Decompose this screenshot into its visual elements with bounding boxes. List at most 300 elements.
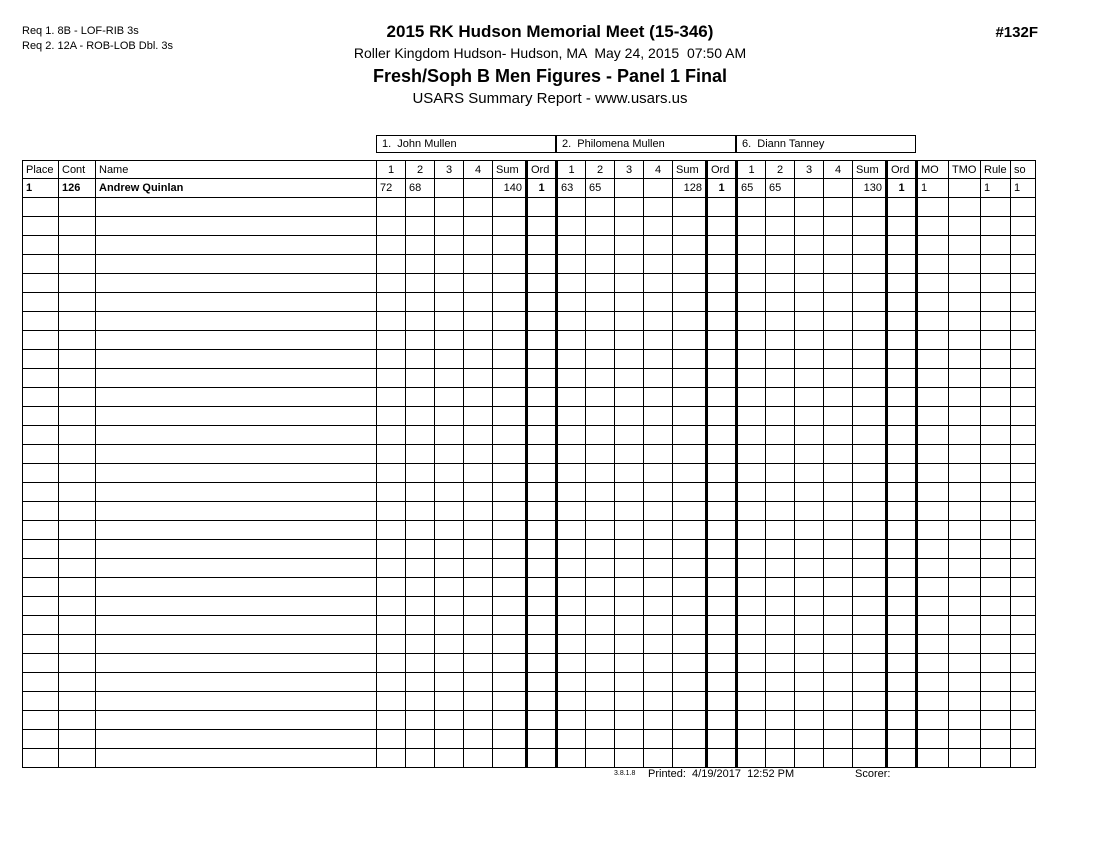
cell xyxy=(377,521,406,540)
empty-row xyxy=(23,483,1036,502)
cell xyxy=(766,483,795,502)
cell xyxy=(377,559,406,578)
cell xyxy=(824,540,853,559)
cell xyxy=(949,331,981,350)
cell xyxy=(981,236,1011,255)
cell xyxy=(824,407,853,426)
cell xyxy=(1011,540,1036,559)
column-header: so xyxy=(1011,161,1036,179)
cell xyxy=(673,388,707,407)
cell xyxy=(557,597,586,616)
column-header: Sum xyxy=(493,161,527,179)
cell xyxy=(673,464,707,483)
cell xyxy=(377,312,406,331)
cell xyxy=(853,597,887,616)
cell xyxy=(493,274,527,293)
column-header-row xyxy=(23,161,1036,179)
printed-timestamp: Printed: 4/19/2017 12:52 PM xyxy=(648,768,795,780)
cell xyxy=(853,578,887,597)
cell xyxy=(795,692,824,711)
cell: 128 xyxy=(673,179,707,198)
cell xyxy=(981,616,1011,635)
cell xyxy=(23,198,59,217)
cell xyxy=(377,445,406,464)
cell xyxy=(557,407,586,426)
cell xyxy=(406,464,435,483)
cell xyxy=(853,331,887,350)
cell xyxy=(59,331,96,350)
cell xyxy=(586,274,615,293)
cell xyxy=(673,274,707,293)
cell xyxy=(557,540,586,559)
cell xyxy=(673,331,707,350)
cell xyxy=(96,654,377,673)
cell xyxy=(615,559,644,578)
cell xyxy=(981,692,1011,711)
cell xyxy=(853,616,887,635)
cell xyxy=(917,350,949,369)
cell xyxy=(949,540,981,559)
cell xyxy=(435,749,464,768)
cell xyxy=(96,198,377,217)
cell xyxy=(527,217,557,236)
cell xyxy=(707,388,737,407)
cell xyxy=(707,331,737,350)
cell xyxy=(853,312,887,331)
cell xyxy=(917,730,949,749)
cell: 1 xyxy=(23,179,59,198)
cell xyxy=(795,616,824,635)
cell xyxy=(557,274,586,293)
cell xyxy=(766,521,795,540)
cell xyxy=(824,198,853,217)
cell xyxy=(853,293,887,312)
cell xyxy=(853,730,887,749)
cell xyxy=(917,312,949,331)
cell xyxy=(1011,407,1036,426)
cell xyxy=(527,331,557,350)
cell xyxy=(96,578,377,597)
cell xyxy=(435,293,464,312)
cell xyxy=(949,274,981,293)
cell xyxy=(464,236,493,255)
cell xyxy=(406,388,435,407)
cell xyxy=(377,464,406,483)
cell xyxy=(673,673,707,692)
cell xyxy=(673,198,707,217)
cell xyxy=(1011,331,1036,350)
cell xyxy=(435,692,464,711)
cell: 1 xyxy=(707,179,737,198)
cell xyxy=(887,616,917,635)
cell xyxy=(766,426,795,445)
empty-row xyxy=(23,654,1036,673)
cell xyxy=(96,426,377,445)
cell xyxy=(615,578,644,597)
judge-2-name: 2. Philomena Mullen xyxy=(556,135,736,153)
empty-row xyxy=(23,236,1036,255)
cell xyxy=(795,483,824,502)
cell xyxy=(23,578,59,597)
cell xyxy=(23,236,59,255)
cell xyxy=(464,749,493,768)
cell xyxy=(527,350,557,369)
cell xyxy=(887,502,917,521)
cell xyxy=(853,673,887,692)
cell xyxy=(644,274,673,293)
cell xyxy=(644,521,673,540)
cell xyxy=(981,293,1011,312)
cell xyxy=(917,749,949,768)
cell xyxy=(96,711,377,730)
cell xyxy=(707,236,737,255)
cell xyxy=(917,407,949,426)
cell xyxy=(949,407,981,426)
scorer-label: Scorer: xyxy=(855,768,891,780)
cell xyxy=(23,350,59,369)
cell xyxy=(795,502,824,521)
cell xyxy=(406,331,435,350)
cell xyxy=(615,502,644,521)
cell: 65 xyxy=(586,179,615,198)
empty-row xyxy=(23,673,1036,692)
cell xyxy=(673,217,707,236)
cell xyxy=(737,692,766,711)
cell xyxy=(917,369,949,388)
cell xyxy=(493,597,527,616)
cell xyxy=(766,350,795,369)
cell xyxy=(557,616,586,635)
cell xyxy=(887,749,917,768)
cell xyxy=(887,559,917,578)
cell xyxy=(406,426,435,445)
cell xyxy=(557,692,586,711)
cell xyxy=(853,255,887,274)
cell xyxy=(917,597,949,616)
cell xyxy=(673,293,707,312)
cell xyxy=(527,464,557,483)
cell xyxy=(59,654,96,673)
cell xyxy=(493,369,527,388)
cell xyxy=(493,749,527,768)
cell xyxy=(586,445,615,464)
cell xyxy=(795,635,824,654)
cell xyxy=(464,350,493,369)
cell xyxy=(795,179,824,198)
cell xyxy=(557,730,586,749)
cell xyxy=(527,445,557,464)
cell xyxy=(615,198,644,217)
cell xyxy=(766,559,795,578)
cell xyxy=(824,369,853,388)
cell xyxy=(949,426,981,445)
cell xyxy=(707,597,737,616)
cell xyxy=(644,369,673,388)
cell xyxy=(377,198,406,217)
cell xyxy=(887,464,917,483)
cell xyxy=(377,483,406,502)
cell: Andrew Quinlan xyxy=(96,179,377,198)
column-header: 3 xyxy=(615,161,644,179)
cell xyxy=(949,198,981,217)
cell xyxy=(59,388,96,407)
cell xyxy=(96,559,377,578)
cell xyxy=(737,673,766,692)
cell xyxy=(464,711,493,730)
cell xyxy=(824,635,853,654)
cell xyxy=(557,711,586,730)
cell xyxy=(673,730,707,749)
cell xyxy=(615,255,644,274)
cell xyxy=(527,730,557,749)
cell xyxy=(406,540,435,559)
cell xyxy=(824,293,853,312)
cell xyxy=(527,673,557,692)
empty-row xyxy=(23,540,1036,559)
cell xyxy=(406,730,435,749)
cell xyxy=(615,673,644,692)
column-header: MO xyxy=(917,161,949,179)
cell xyxy=(917,616,949,635)
cell xyxy=(377,597,406,616)
cell xyxy=(981,312,1011,331)
cell xyxy=(435,502,464,521)
cell xyxy=(406,635,435,654)
cell xyxy=(917,217,949,236)
cell xyxy=(917,255,949,274)
cell xyxy=(59,350,96,369)
cell xyxy=(493,426,527,445)
cell xyxy=(644,559,673,578)
cell xyxy=(493,521,527,540)
cell xyxy=(464,692,493,711)
cell xyxy=(527,692,557,711)
cell xyxy=(377,692,406,711)
cell xyxy=(464,407,493,426)
cell xyxy=(887,445,917,464)
empty-row xyxy=(23,597,1036,616)
cell xyxy=(435,464,464,483)
column-header: 1 xyxy=(557,161,586,179)
cell xyxy=(673,407,707,426)
cell xyxy=(464,635,493,654)
cell xyxy=(406,692,435,711)
cell xyxy=(464,616,493,635)
cell xyxy=(464,502,493,521)
cell xyxy=(1011,521,1036,540)
cell xyxy=(824,616,853,635)
cell xyxy=(673,350,707,369)
cell xyxy=(795,521,824,540)
cell xyxy=(737,616,766,635)
cell xyxy=(493,217,527,236)
cell xyxy=(435,426,464,445)
cell xyxy=(707,198,737,217)
cell xyxy=(557,350,586,369)
cell: 130 xyxy=(853,179,887,198)
cell xyxy=(887,312,917,331)
empty-row xyxy=(23,255,1036,274)
cell xyxy=(586,635,615,654)
cell xyxy=(887,388,917,407)
cell xyxy=(586,350,615,369)
cell xyxy=(59,730,96,749)
cell xyxy=(615,692,644,711)
cell xyxy=(435,274,464,293)
cell xyxy=(949,559,981,578)
cell xyxy=(917,578,949,597)
cell xyxy=(981,426,1011,445)
cell xyxy=(887,198,917,217)
cell xyxy=(737,749,766,768)
cell xyxy=(887,578,917,597)
req-line-2: Req 2. 12A - ROB-LOB Dbl. 3s xyxy=(22,40,174,52)
cell xyxy=(644,730,673,749)
cell xyxy=(644,464,673,483)
cell xyxy=(1011,217,1036,236)
column-header: 3 xyxy=(435,161,464,179)
cell xyxy=(527,483,557,502)
cell xyxy=(96,293,377,312)
cell xyxy=(615,464,644,483)
cell xyxy=(493,483,527,502)
cell xyxy=(23,483,59,502)
cell xyxy=(949,635,981,654)
empty-row xyxy=(23,749,1036,768)
cell xyxy=(406,521,435,540)
cell xyxy=(406,578,435,597)
cell xyxy=(493,635,527,654)
cell xyxy=(707,312,737,331)
cell xyxy=(96,407,377,426)
cell xyxy=(949,730,981,749)
cell xyxy=(464,388,493,407)
cell xyxy=(737,217,766,236)
cell xyxy=(981,369,1011,388)
cell: 126 xyxy=(59,179,96,198)
cell xyxy=(464,426,493,445)
cell xyxy=(853,445,887,464)
cell xyxy=(59,673,96,692)
empty-row xyxy=(23,692,1036,711)
cell xyxy=(795,217,824,236)
cell xyxy=(435,540,464,559)
cell xyxy=(435,350,464,369)
cell xyxy=(59,578,96,597)
cell xyxy=(1011,692,1036,711)
cell xyxy=(981,445,1011,464)
cell xyxy=(853,521,887,540)
cell xyxy=(59,407,96,426)
cell xyxy=(435,711,464,730)
column-header: Sum xyxy=(673,161,707,179)
cell xyxy=(493,673,527,692)
cell xyxy=(615,597,644,616)
cell xyxy=(557,369,586,388)
cell xyxy=(377,331,406,350)
cell xyxy=(673,426,707,445)
cell xyxy=(949,312,981,331)
cell xyxy=(586,673,615,692)
cell xyxy=(766,749,795,768)
cell xyxy=(644,654,673,673)
cell xyxy=(59,483,96,502)
cell xyxy=(981,407,1011,426)
cell xyxy=(981,483,1011,502)
cell xyxy=(737,274,766,293)
cell xyxy=(795,464,824,483)
cell xyxy=(981,578,1011,597)
cell xyxy=(766,274,795,293)
cell xyxy=(1011,350,1036,369)
cell xyxy=(673,369,707,388)
cell xyxy=(824,312,853,331)
cell xyxy=(795,654,824,673)
cell xyxy=(527,293,557,312)
cell xyxy=(949,654,981,673)
cell xyxy=(1011,654,1036,673)
cell xyxy=(23,540,59,559)
cell xyxy=(1011,255,1036,274)
cell xyxy=(917,198,949,217)
empty-row xyxy=(23,312,1036,331)
empty-row xyxy=(23,445,1036,464)
cell xyxy=(59,692,96,711)
cell xyxy=(435,312,464,331)
cell xyxy=(707,654,737,673)
column-header: 3 xyxy=(795,161,824,179)
cell xyxy=(981,274,1011,293)
cell xyxy=(707,369,737,388)
empty-row xyxy=(23,198,1036,217)
cell xyxy=(981,255,1011,274)
cell xyxy=(23,730,59,749)
cell xyxy=(824,236,853,255)
cell xyxy=(23,274,59,293)
cell xyxy=(824,331,853,350)
cell xyxy=(493,331,527,350)
cell xyxy=(644,540,673,559)
cell xyxy=(737,236,766,255)
cell xyxy=(464,654,493,673)
cell xyxy=(493,445,527,464)
cell xyxy=(644,597,673,616)
cell xyxy=(853,692,887,711)
cell xyxy=(949,749,981,768)
cell xyxy=(737,426,766,445)
cell xyxy=(707,711,737,730)
cell xyxy=(435,255,464,274)
cell xyxy=(23,369,59,388)
cell xyxy=(737,445,766,464)
cell xyxy=(586,597,615,616)
column-header: 4 xyxy=(824,161,853,179)
cell xyxy=(493,255,527,274)
cell xyxy=(464,274,493,293)
cell xyxy=(59,559,96,578)
cell xyxy=(981,540,1011,559)
cell xyxy=(707,730,737,749)
cell xyxy=(824,274,853,293)
cell xyxy=(557,388,586,407)
cell xyxy=(949,692,981,711)
cell xyxy=(586,521,615,540)
cell xyxy=(435,198,464,217)
empty-row xyxy=(23,635,1036,654)
cell xyxy=(644,255,673,274)
cell xyxy=(795,198,824,217)
cell xyxy=(1011,236,1036,255)
